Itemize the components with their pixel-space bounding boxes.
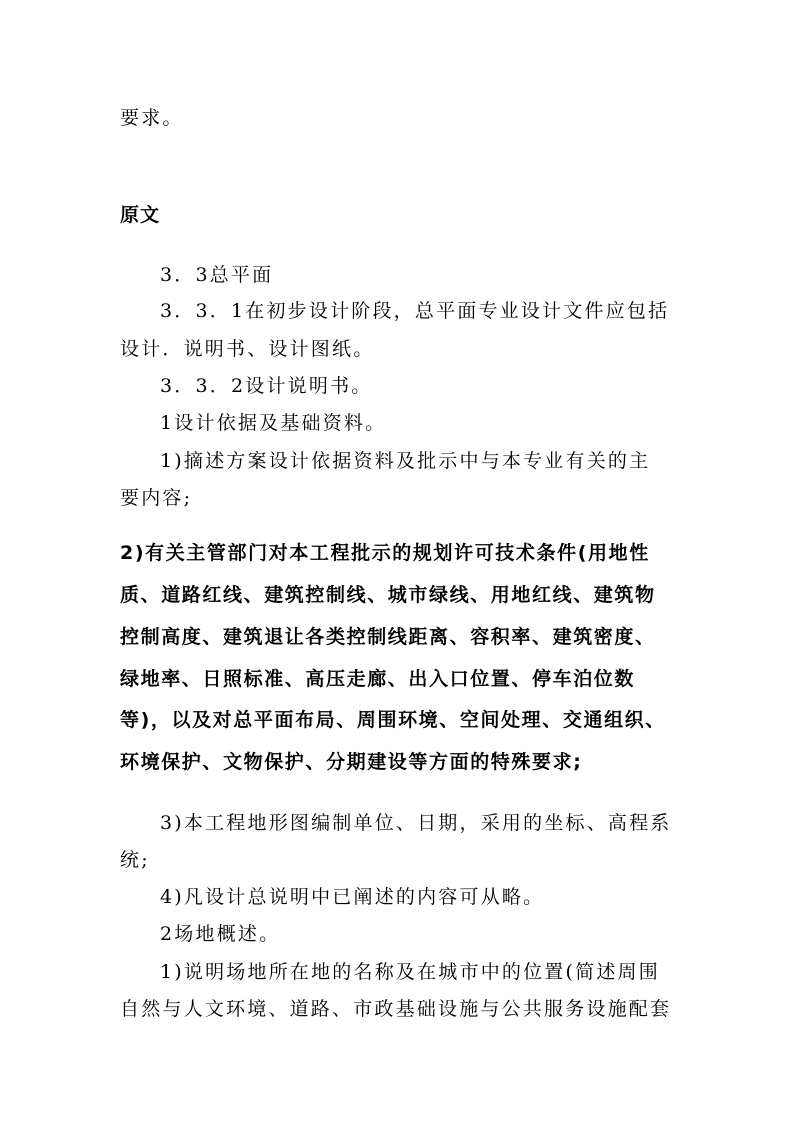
paragraph-line: 3．3总平面 xyxy=(160,264,274,286)
paragraph-line: 3．3．2设计说明书。 xyxy=(160,375,373,397)
bold-paragraph-line: 质、道路红线、建筑控制线、城市绿线、用地红线、建筑物 xyxy=(120,584,656,606)
intro-tail-text: 要求。 xyxy=(120,107,184,129)
bold-paragraph-line: 绿地率、日照标准、高压走廊、出入口位置、停车泊位数 xyxy=(120,668,636,690)
bold-paragraph-line: 环境保护、文物保护、分期建设等方面的特殊要求; xyxy=(120,751,583,773)
paragraph-line: 2场地概述。 xyxy=(160,923,281,945)
paragraph-line: 统; xyxy=(120,849,150,871)
bold-paragraph-line: 控制高度、建筑退让各类控制线距离、容积率、建筑密度、 xyxy=(120,626,656,648)
paragraph-line: 1)摘述方案设计依据资料及批示中与本专业有关的主 xyxy=(160,450,651,472)
paragraph-line: 3．3．1在初步设计阶段，总平面专业设计文件应包括 xyxy=(160,300,670,322)
paragraph-line: 要内容; xyxy=(120,487,193,509)
bold-paragraph-line: 2)有关主管部门对本工程批示的规划许可技术条件(用地性 xyxy=(120,542,650,564)
paragraph-line: 3)本工程地形图编制单位、日期，采用的坐标、高程系 xyxy=(160,812,672,834)
paragraph-line: 1设计依据及基础资料。 xyxy=(160,412,387,434)
paragraph-line: 设计．说明书、设计图纸。 xyxy=(120,338,375,360)
section-heading: 原文 xyxy=(120,204,161,226)
bold-paragraph-line: 等)，以及对总平面布局、周围环境、空间处理、交通组织、 xyxy=(120,709,666,731)
paragraph-line: 自然与人文环境、道路、市政基础设施与公共服务设施配套 xyxy=(120,998,672,1020)
paragraph-line: 4)凡设计总说明中已阐述的内容可从略。 xyxy=(160,886,545,908)
paragraph-line: 1)说明场地所在地的名称及在城市中的位置(简述周围 xyxy=(160,961,660,983)
